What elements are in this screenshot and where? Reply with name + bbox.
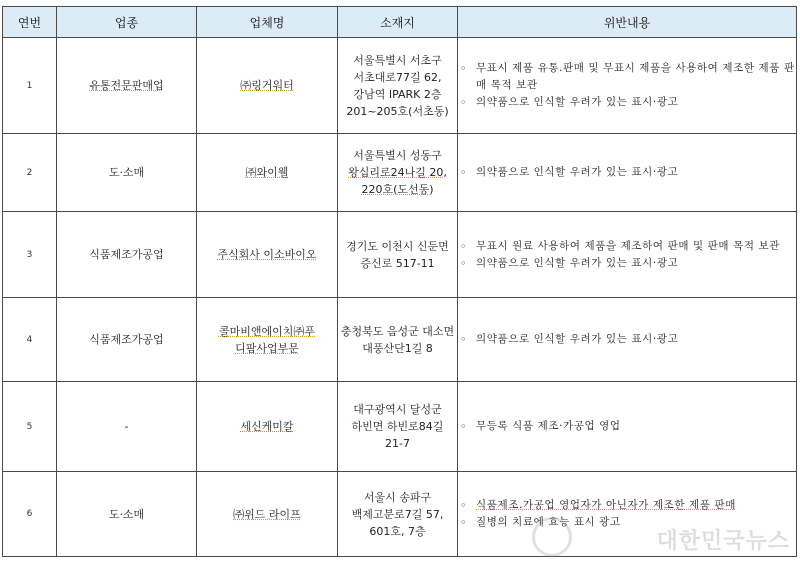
violation-text: 무표시 원료 사용하여 제품을 제조하여 판매 및 판매 목적 보관 — [476, 239, 781, 252]
industry-text: 도·소매 — [108, 166, 145, 179]
address-line: 서울시 송파구 — [363, 490, 432, 504]
industry-text: 유통전문판매업 — [89, 79, 164, 92]
address-line: 220호(도선동) — [361, 183, 434, 196]
violation-item — [458, 255, 796, 272]
header-no: 연번 — [3, 7, 57, 38]
table-row — [3, 382, 797, 472]
address-cell — [338, 212, 458, 298]
header-company: 업체명 — [197, 7, 338, 38]
address-line: 강남역 IPARK 2층 — [353, 87, 442, 101]
address-line: 201~205호(서초동) — [346, 104, 449, 118]
company-text: ㈜와이웰 — [245, 166, 289, 179]
address-cell — [338, 472, 458, 557]
violation-item — [458, 238, 796, 255]
violation-cell — [458, 298, 797, 382]
violation-text: 의약품으로 인식할 우려가 있는 표시·광고 — [476, 333, 679, 345]
table-row — [3, 38, 797, 134]
address-line: 경기도 이천시 신둔면 — [346, 239, 449, 253]
address-line: 대구광역시 달성군 — [353, 403, 442, 416]
address-line: 백제고분로7길 57, — [351, 507, 444, 521]
company-text: ㈜링거워터 — [240, 79, 294, 92]
address-line: 서울특별시 성동구 — [353, 149, 442, 162]
address-line: 충청북도 음성군 대소면 — [340, 324, 455, 338]
company-cell — [197, 382, 338, 472]
violation-cell — [458, 38, 797, 134]
header-industry: 업종 — [57, 7, 197, 38]
industry-cell — [57, 382, 197, 472]
header-violation: 위반내용 — [458, 7, 797, 38]
address-cell — [338, 38, 458, 134]
violation-text: 의약품으로 인식할 우려가 있는 표시·광고 — [476, 96, 679, 108]
header-row — [3, 7, 797, 38]
violation-item — [458, 94, 796, 111]
violation-cell — [458, 212, 797, 298]
address-line: 왕십리로24나길 20, — [348, 166, 447, 179]
table-row — [3, 212, 797, 298]
row-number: 2 — [3, 134, 57, 212]
company-cell — [197, 134, 338, 212]
address-line: 대풍산단1길 8 — [362, 341, 433, 355]
row-number: 3 — [3, 212, 57, 298]
row-number: 5 — [3, 382, 57, 472]
violation-text: 질병의 치료에 효능 표시 광고 — [476, 516, 621, 528]
violation-item — [458, 418, 796, 435]
violation-cell — [458, 134, 797, 212]
address-cell — [338, 298, 458, 382]
row-number: 1 — [3, 38, 57, 134]
company-text: 주식회사 이소바이오 — [217, 248, 317, 261]
watermark-logo-icon — [532, 517, 572, 557]
row-number: 6 — [3, 472, 57, 557]
violation-item — [458, 497, 796, 514]
address-cell — [338, 134, 458, 212]
company-text: 세신케미칼 — [240, 420, 294, 433]
violation-item — [458, 164, 796, 181]
industry-text: 식품제조가공업 — [89, 333, 164, 346]
watermark: 대한민국뉴스 — [656, 529, 790, 554]
address-line: 서초대로77길 62, — [353, 70, 442, 84]
industry-cell — [57, 298, 197, 382]
address-cell — [338, 382, 458, 472]
table-row — [3, 298, 797, 382]
industry-text: - — [124, 420, 129, 433]
company-cell — [197, 472, 338, 557]
header-address: 소재지 — [338, 7, 458, 38]
company-text: 디팜사업부문 — [235, 341, 299, 355]
violation-text: 식품제조.가공업 영업자가 아닌자가 제조한 제품 판매 — [476, 499, 736, 511]
address-line: 하빈면 하빈로84길 — [351, 420, 444, 433]
company-text: 콜마비앤에이치㈜푸 — [218, 324, 315, 338]
address-line: 증신로 517-11 — [360, 256, 435, 270]
table-row — [3, 134, 797, 212]
violation-text: 무표시 제품 유통.판매 및 무표시 제품을 사용하여 제조한 제품 판매 목적 보관 — [476, 62, 795, 91]
violation-table — [2, 6, 797, 557]
industry-cell — [57, 212, 197, 298]
industry-cell — [57, 38, 197, 134]
violation-cell — [458, 382, 797, 472]
address-line: 601호, 7층 — [369, 524, 426, 538]
industry-cell — [57, 472, 197, 557]
violation-item — [458, 331, 796, 348]
violation-text: 의약품으로 인식할 우려가 있는 표시·광고 — [476, 256, 679, 269]
industry-text: 도·소매 — [108, 507, 145, 521]
row-number: 4 — [3, 298, 57, 382]
industry-text: 식품제조가공업 — [89, 248, 164, 261]
address-line: 21-7 — [385, 437, 410, 450]
industry-cell — [57, 134, 197, 212]
company-cell — [197, 212, 338, 298]
violation-text: 의약품으로 인식할 우려가 있는 표시·광고 — [476, 166, 679, 178]
company-text: ㈜위드 라이프 — [233, 507, 301, 521]
company-cell — [197, 298, 338, 382]
address-line: 서울특별시 서초구 — [353, 53, 442, 67]
company-cell — [197, 38, 338, 134]
violation-text: 무등록 식품 제조·가공업 영업 — [476, 420, 621, 432]
violation-item — [458, 60, 796, 94]
